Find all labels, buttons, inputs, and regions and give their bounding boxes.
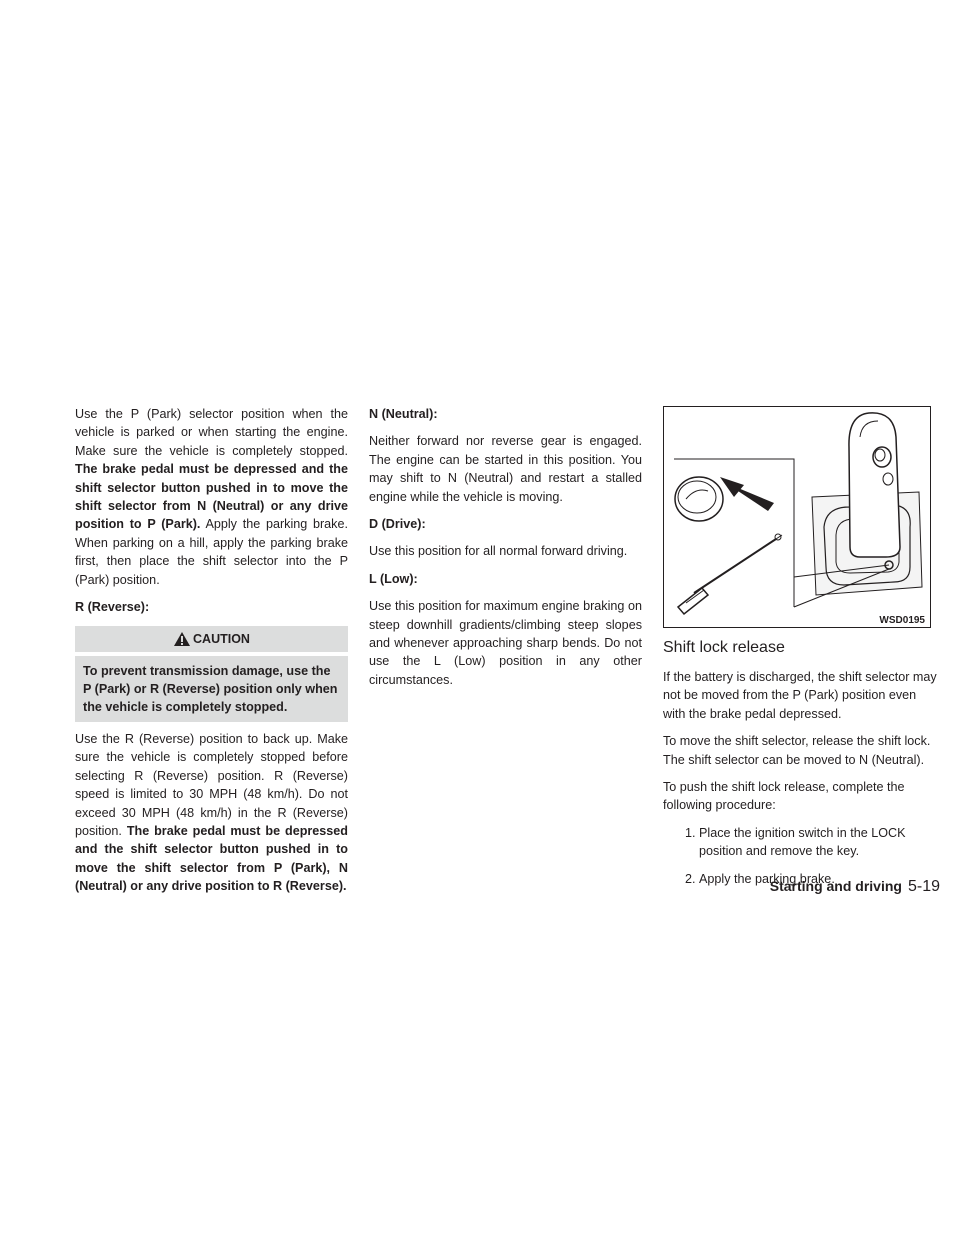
column-middle	[369, 405, 642, 698]
low-text: Use this position for maximum engine braking on steep downhill gradients/climbing steep slopes and whenever approaching sharp bends. Do not use the L (Low) position in any other circumstances.	[369, 599, 642, 687]
reverse-paragraph	[75, 730, 348, 896]
footer-section: Starting and driving	[769, 878, 902, 894]
step-number: 2.	[685, 871, 696, 886]
shift-lock-figure	[663, 406, 931, 628]
step-text: Apply the parking brake.	[699, 871, 835, 886]
shift-lock-p2: To move the shift selector, release the shift lock. The shift selector can be moved to N (Neutral).	[663, 734, 931, 767]
neutral-heading: N (Neutral):	[369, 407, 438, 421]
reverse-heading: R (Reverse):	[75, 600, 150, 615]
page-number: 5-19	[907, 878, 940, 895]
step-text: Place the ignition switch in the LOCK position and remove the key.	[699, 825, 906, 859]
caution-title	[75, 626, 348, 655]
shift-lock-p3: To push the shift lock release, complete the following procedure:	[663, 780, 905, 813]
page-footer	[770, 877, 940, 896]
low-heading: L (Low):	[369, 571, 418, 586]
neutral-text: Neither forward nor reverse gear is engaged. The engine can be started in this position. You may shift to N (Neutral) and restart a stalled engine while the vehicle is moving.	[369, 434, 642, 504]
list-item	[663, 824, 940, 861]
drive-heading: D (Drive):	[369, 517, 426, 532]
warning-triangle-icon	[173, 631, 191, 647]
caution-box	[75, 626, 348, 721]
shift-lock-title: Shift lock release	[663, 639, 785, 656]
park-intro-text: Use the P (Park) selector position when the vehicle is parked or when starting the engine. Make sure the vehicle is completely stopped.	[75, 407, 348, 458]
column-left	[75, 405, 348, 905]
caution-title-text: CAUTION	[193, 632, 250, 647]
park-paragraph	[75, 405, 348, 589]
shift-lock-p1: If the battery is discharged, the shift selector may not be moved from the P (Park) position even with the brake pedal depressed.	[663, 670, 937, 721]
park-after-text: Apply the parking brake. When parking on a hill, apply the parking brake first, then place the shift selector into the P (Park) position.	[75, 517, 348, 587]
column-right	[663, 405, 940, 897]
shift-lock-illustration	[664, 407, 929, 626]
reverse-bold-text: The brake pedal must be depressed and the shift selector button pushed in to move the shift selector from P (Park), N (Neutral) or any drive position to R (Reverse).	[75, 823, 349, 894]
step-number: 1.	[685, 825, 696, 840]
caution-text: To prevent transmission damage, use the P (Park) or R (Reverse) position only when the vehicle is completely stopped.	[83, 663, 338, 714]
park-bold-text: The brake pedal must be depressed and the shift selector button pushed in to move the shift selector from N (Neutral) or any drive position to P (Park).	[75, 462, 348, 532]
figure-code: WSD0195	[879, 615, 925, 626]
drive-text: Use this position for all normal forward driving.	[369, 544, 628, 559]
reverse-text: Use the R (Reverse) position to back up. Make sure the vehicle is completely stopped before selecting R (Reverse) position. R (Reverse) speed is limited to 30 MPH (48 km/h). Do not exceed 30 MPH (48 km/h) in the R (Reverse) position.	[75, 731, 348, 838]
